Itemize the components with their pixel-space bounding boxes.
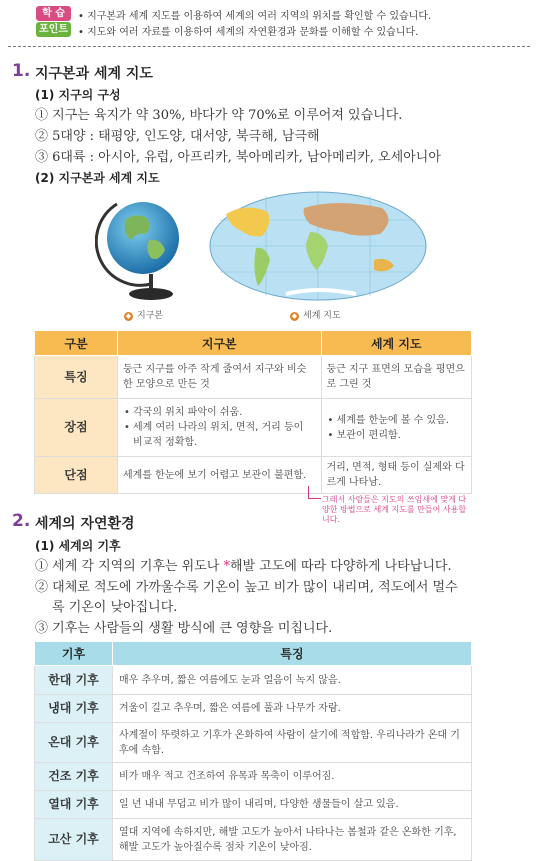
subsection-title: (1) 세계의 기후: [35, 539, 121, 553]
table-cell: 겨울이 길고 추우며, 짧은 여름에 풀과 나무가 자람.: [113, 695, 472, 723]
table-row: [35, 399, 472, 457]
row-label: 장점: [35, 399, 118, 457]
section-title: 지구본과 세계 지도: [35, 66, 153, 82]
column-header: 세계 지도: [321, 331, 472, 356]
text-segment: ① 세계 각 지역의 기후는 위도나: [35, 559, 224, 574]
row-label: 특징: [35, 356, 118, 399]
subsection-title: (2) 지구본과 세계 지도: [35, 171, 160, 185]
globe-caption: [124, 308, 163, 321]
list-item: • 세계 여러 나라의 위치, 면적, 거리 등이 비교적 정확함.: [133, 420, 316, 450]
divider: [8, 46, 530, 47]
table-cell: [118, 399, 322, 457]
text-line: ③ 기후는 사람들의 생활 방식에 큰 영향을 미칩니다.: [35, 621, 333, 636]
globe-caption-text: 지구본: [137, 311, 164, 321]
table-row: [35, 457, 472, 494]
section-number: 1.: [12, 61, 31, 81]
learning-point-2: • 지도와 여러 자료를 이용하여 세계의 자연환경과 문화를 이해할 수 있습니다.: [78, 27, 419, 38]
table-row: [35, 666, 472, 695]
climate-table: [34, 641, 472, 861]
study-badge: 학 습: [36, 6, 71, 21]
section-number: 2.: [12, 511, 31, 531]
table-cell: 열대 지역에 속하지만, 해발 고도가 높아서 나타나는 봄철과 같은 온화한 기후, 해발 고도가 높아질수록 점차 기온이 낮아짐.: [113, 819, 472, 861]
text-segment: 해발 고도에 따라 다양하게 나타납니다.: [230, 559, 452, 574]
map-caption-text: 세계 지도: [303, 311, 341, 321]
table-cell: 거리, 면적, 형태 등이 실제와 다르게 나타남.: [321, 457, 472, 494]
side-note: 그래서 사람들은 지도의 쓰임새에 맞게 다양한 방법으로 세계 지도를 만들어 사용합니다.: [322, 495, 467, 524]
text-line: ② 5대양 : 태평양, 인도양, 대서양, 북극해, 남극해: [35, 129, 320, 144]
text-line: 록 기온이 낮아집니다.: [52, 600, 178, 615]
list-item: • 각국의 위치 파악이 쉬움.: [133, 405, 316, 420]
table-cell: 사계절이 뚜렷하고 기후가 온화하여 사람이 살기에 적합함. 우리나라가 온대 기후에 속함.: [113, 723, 472, 763]
subsection-title: (1) 지구의 구성: [35, 88, 121, 102]
table-row: [35, 819, 472, 861]
note-arrow-icon: [308, 486, 321, 499]
table-cell: 둥근 지구 표면의 모습을 평면으로 그린 것: [321, 356, 472, 399]
table-cell: [321, 399, 472, 457]
text-line: [35, 555, 452, 574]
learning-point-1: • 지구본과 세계 지도를 이용하여 세계의 여러 지역의 위치를 확인할 수 있습니다.: [78, 11, 432, 22]
table-cell: 매우 추우며, 짧은 여름에도 눈과 얼음이 녹지 않음.: [113, 666, 472, 695]
row-label: 고산 기후: [35, 819, 113, 861]
row-label: 온대 기후: [35, 723, 113, 763]
table-row: [35, 723, 472, 763]
row-label: 열대 기후: [35, 791, 113, 819]
bullet-list: [123, 405, 316, 450]
text-line: ② 대체로 적도에 가까울수록 기온이 높고 비가 많이 내리며, 적도에서 멀수: [35, 580, 458, 595]
table-cell: 둥근 지구를 아주 작게 줄여서 지구와 비슷한 모양으로 만든 것: [118, 356, 322, 399]
glossary-star: *: [223, 559, 230, 574]
globe-image: [95, 188, 195, 306]
list-item: • 세계를 한눈에 볼 수 있음.: [337, 413, 467, 428]
text-line: ① 지구는 육지가 약 30%, 바다가 약 70%로 이루어져 있습니다.: [35, 108, 403, 123]
bullet-list: [327, 413, 467, 443]
table-row: [35, 356, 472, 399]
table-cell: 세계를 한눈에 보기 어렵고 보관이 불편함.: [118, 457, 322, 494]
text-line: ③ 6대륙 : 아시아, 유럽, 아프리카, 북아메리카, 남아메리카, 오세아니아: [35, 150, 441, 165]
world-map-image: [206, 190, 430, 306]
row-label: 한대 기후: [35, 666, 113, 695]
column-header: 특징: [113, 642, 472, 666]
section-title: 세계의 자연환경: [35, 516, 135, 532]
table-header-row: [35, 331, 472, 356]
table-row: [35, 763, 472, 791]
photo-icon: ◆: [291, 312, 298, 320]
table-cell: 일 년 내내 무덥고 비가 많이 내리며, 다양한 생물들이 살고 있음.: [113, 791, 472, 819]
row-label: 냉대 기후: [35, 695, 113, 723]
list-item: • 보관이 편리함.: [337, 428, 467, 443]
map-caption: [290, 308, 341, 321]
table-row: [35, 791, 472, 819]
table-cell: 비가 매우 적고 건조하여 유목과 목축이 이루어짐.: [113, 763, 472, 791]
table-header-row: [35, 642, 472, 666]
photo-icon: ◆: [125, 312, 132, 320]
table-row: [35, 695, 472, 723]
column-header: 구분: [35, 331, 118, 356]
row-label: 단점: [35, 457, 118, 494]
globe-vs-map-table: [34, 330, 472, 494]
point-badge: 포인트: [36, 22, 71, 37]
column-header: 지구본: [118, 331, 322, 356]
row-label: 건조 기후: [35, 763, 113, 791]
column-header: 기후: [35, 642, 113, 666]
